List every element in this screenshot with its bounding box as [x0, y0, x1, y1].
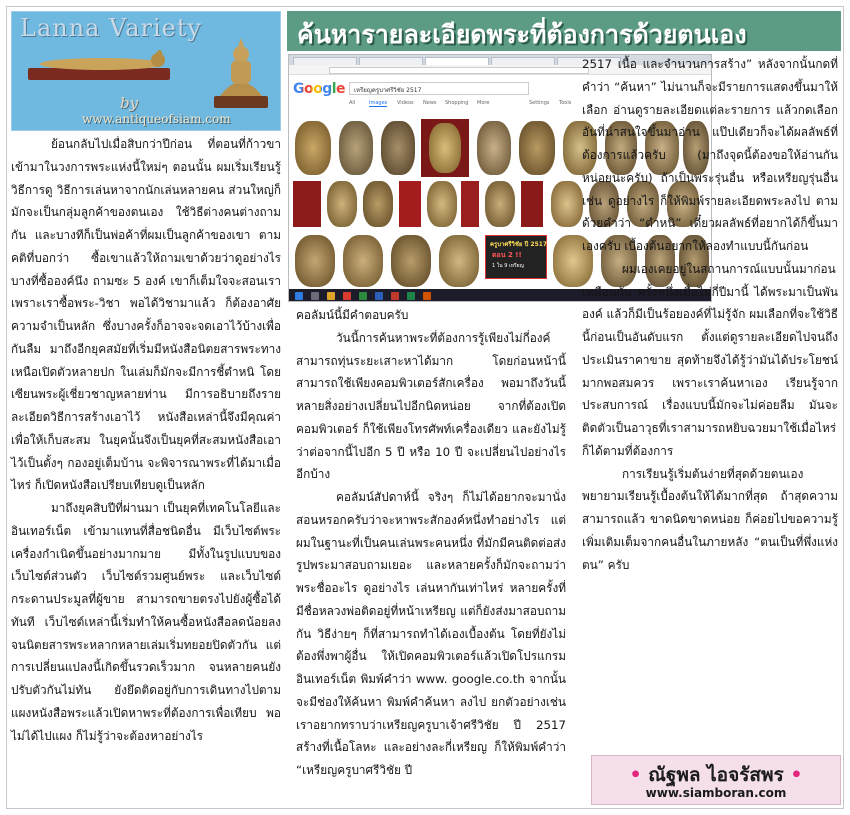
- amulet-thumbnail: [521, 181, 543, 227]
- tab-images: Images: [369, 100, 388, 106]
- banner-title: ครูบาศรีวิชัย ปี 2517: [490, 241, 548, 248]
- paragraph: การเรียนรู้เริ่มต้นง่ายที่สุดด้วยตนเอง พยายามเรียนรู้เบื้องต้นให้ได้มากที่สุด ถ้าสุดความสามารถแล้ว ขาดนิดขาดหน่อย ก็ค่อยไปขอความรู้เพิ่มเติมเต็มจากคนอื่นในภายหลัง “ตนเป็นที่พึ่งแห่งตน” ครับ: [582, 466, 838, 572]
- paragraph: คอลัมน์นี้มีคำตอบครับ: [296, 308, 409, 322]
- seated-buddha-icon: [208, 38, 274, 110]
- app-icon: [359, 292, 367, 300]
- google-logo: Google: [293, 81, 346, 97]
- tab-tools: Tools: [559, 100, 572, 106]
- amulet-thumbnail: [519, 121, 555, 175]
- author-name: • ณัฐพล ไอจรัสพร •: [629, 764, 803, 786]
- amulet-thumbnail: [295, 121, 331, 175]
- tab-news: News: [423, 100, 437, 106]
- amulet-thumbnail: [427, 181, 457, 227]
- article-column-3: [582, 53, 838, 576]
- start-icon: [295, 292, 303, 300]
- author-signature-box: [591, 755, 841, 805]
- banner-caption: 1 ใน 9 เหรียญ: [492, 263, 524, 269]
- tab-shopping: Shopping: [445, 100, 469, 106]
- amulet-thumbnail: [461, 181, 479, 227]
- browser-tab: [293, 57, 357, 65]
- amulet-thumbnail: [485, 181, 515, 227]
- amulet-thumbnail: [295, 235, 335, 287]
- paragraph: 2517 เนื้อ และจำนวนการสร้าง” หลังจากนั้นกดที่คำว่า “ค้นหา” ไม่นานก็จะมีรายการแสดงขึ้นมาให้เลือก อ่านดูรายละเอียดแต่ละรายการ แล้วกดเลือกอันที่น่าสนใจขึ้นมาอ่าน แป๊ปเดียวก็จะได้ผลลัพธ์ที่ต้องการแล้วครับ (มาถึงจุดนี้ต้องขอให้อ่านกันหน่อยนะครับ) ถ้าเป็นพระรุ่นอื่น หรือเหรียญรุ่นอื่น เช่น ดูอย่างไร ก็ให้พิมพ์รายละเอียดพระลงไป ตามด้วยคำว่า “ตำหนิ” เดี๋ยวผลลัพธ์ที่อยากได้ก็ขึ้นมาเองครับ เบื้องต้นอยากให้ลองทำแบบนี้กันก่อน: [582, 57, 838, 253]
- browser-tab: [425, 57, 489, 65]
- logo-url: www.antiqueofsiam.com: [82, 112, 231, 126]
- url-field: [329, 67, 589, 74]
- amulet-thumbnail: [551, 181, 583, 227]
- amulet-thumbnail: [439, 235, 479, 287]
- amulet-thumbnail: [327, 181, 357, 227]
- amulet-thumbnail: [381, 121, 415, 175]
- amulet-thumbnail: [293, 181, 321, 227]
- app-icon: [391, 292, 399, 300]
- article-page: [6, 6, 844, 809]
- article-column-2: [296, 304, 566, 782]
- amulet-thumbnail: [429, 123, 461, 173]
- amulet-thumbnail: [363, 181, 393, 227]
- reclining-buddha-icon: [24, 50, 174, 82]
- headline-bar: [287, 11, 841, 51]
- powerpoint-icon: [423, 292, 431, 300]
- browser-icon: [343, 292, 351, 300]
- folder-icon: [327, 292, 335, 300]
- promo-banner-thumbnail: [485, 235, 547, 279]
- amulet-thumbnail: [477, 121, 511, 175]
- paragraph: มาถึงยุคสิบปีที่ผ่านมา เป็นยุคที่เทคโนโลยีและอินเทอร์เน็ต เข้ามาแทนที่สื่อชนิดอื่น มีเว็บไซต์พระเครื่องกำเนิดขึ้นอย่างมากมาย มีทั้งในรูปแบบของเว็บไซต์ส่วนตัว เว็บไซต์รวมศูนย์พระ และเว็บไซต์กระดานประมูลที่ผู้ขาย สามารถขายตรงไปยังผู้ซื้อได้ทันที เว็บไซต์เหล่านี้เริ่มทำให้คนซื้อหนังสือลดน้อยลง จนนิตยสารพระหลากหลายเล่มเริ่มทยอยปิดตัวกัน แต่การเปลี่ยนแปลงนี้เกิดขึ้นรวดเร็วมาก จนหลายคนยังปรับตัวกันไม่ทัน ยังยึดติดอยู่กับการเดินทางไปตามแผงหนังสือพระแล้วเปิดหาพระที่ต้องการเพื่อเทียบ พอไม่ได้ไปแผง ก็ไม่รู้ว่าจะต้องหาอย่างไร: [11, 501, 281, 743]
- logo-title: Lanna Variety: [20, 14, 203, 42]
- paragraph: ผมเองเคยอยู่ในสถานการณ์แบบนั้นมาก่อนเหมือนกัน ครั้งหนึ่งเมื่อไม่กี่ปีมานี้ ได้พระมาเป็นพันองค์ แล้วก็มีเป็นร้อยองค์ที่ไม่รู้จัก ผมเลือกที่จะใช้วิธีนี้ก่อนเป็นอันดับแรก ตั้งแต่ดูรายละเอียดไปจนถึงประเมินราคาขาย สุดท้ายจึงได้รู้ว่ามันได้ประโยชน์มากพอสมควร เพราะเราค้นหาเอง เรียนรู้จากประสบการณ์ เรื่องแบบนี้มักจะไม่ค่อยลืม มันจะติดตัวเป็นอาวุธที่เราสามารถหยิบฉวยมาใช้เมื่อไหร่ก็ได้ตามที่ต้องการ: [582, 261, 838, 458]
- amulet-thumbnail: [399, 181, 421, 227]
- tab-settings: Settings: [529, 100, 550, 106]
- browser-tab: [359, 57, 423, 65]
- google-search-input: เหรียญครูบาศรีวิชัย 2517: [349, 82, 529, 95]
- amulet-thumbnail: [391, 235, 431, 287]
- browser-tab: [491, 57, 555, 65]
- search-icon: [311, 292, 319, 300]
- article-column-1: [11, 133, 281, 747]
- amulet-thumbnail: [339, 121, 373, 175]
- tab-videos: Videos: [397, 100, 414, 106]
- word-icon: [375, 292, 383, 300]
- headline-text: ค้นหารายละเอียดพระที่ต้องการด้วยตนเอง: [297, 20, 747, 49]
- logo-by: by: [120, 94, 139, 112]
- tab-more: More: [477, 100, 490, 106]
- tab-all: All: [349, 100, 356, 106]
- amulet-thumbnail: [343, 235, 383, 287]
- paragraph: คอลัมน์สัปดาห์นี้ จริงๆ ก็ไม่ได้อยากจะมานั่งสอนหรอกครับว่าจะหาพระสักองค์หนึ่งทำอย่างไร แต่ผมในฐานะที่เป็นคนเล่นพระคนหนึ่ง ที่มักมีคนติดต่อส่งรูปพระมาสอบถามเยอะ และหลายครั้งก็มักจะถามว่าพระชื่ออะไร ดูอย่างไร เล่นหากันเท่าไหร่ หลายครั้งที่มีชื่อหลวงพ่อติดอยู่ที่หน้าเหรียญ แต่ก็ยังส่งมาสอบถามกัน วิธีง่ายๆ ก็ที่สามารถทำได้เองเบื้องต้น โดยที่ยังไม่ต้องพึ่งพาผู้อื่น ให้เปิดคอมพิวเตอร์แล้วเปิดโปรแกรมอินเทอร์เน็ต พิมพ์คำว่า www. google.co.th จากนั้นจะมีช่องให้ค้นหา พิมพ์คำค้นหา ลงไป ยกตัวอย่างเช่น เราอยากทราบว่าเหรียญครูบาเจ้าศรีวิชัย ปี 2517 สร้างที่เนื้อโลหะ และอย่างละกี่เหรียญ ก็ให้พิมพ์คำว่า “เหรียญครูบาศรีวิชัย ปี: [296, 490, 566, 777]
- banner-subtitle: ตอน 2 !!: [492, 251, 522, 259]
- lanna-variety-logo: [11, 11, 281, 131]
- excel-icon: [407, 292, 415, 300]
- author-website: www.siamboran.com: [645, 786, 787, 800]
- paragraph: วันนี้การค้นหาพระที่ต้องการรู้เพียงไม่กี่องค์ สามารถทุ่นระยะเสาะหาได้มาก โดยก่อนหน้านี้สามารถใช้เพียงคอมพิวเตอร์สักเครื่อง พอมาถึงวันนี้หลายสิ่งอย่างเปลี่ยนไปอีกนิดหน่อย จากที่ต้องเปิดคอมพิวเตอร์ ก็ใช้เพียงโทรศัพท์เครื่องเดียว และยังไม่รู้ว่าต่อจากนี้ไปอีก 5 ปี หรือ 10 ปี จะเปลี่ยนไปอย่างไรอีกบ้าง: [296, 330, 566, 482]
- paragraph: ย้อนกลับไปเมื่อสิบกว่าปีก่อน ที่ตอนที่ก้าวขาเข้ามาในวงการพระแห่งนี้ใหม่ๆ ตอนนั้น ผมเริ่มเรียนรู้วิธีการดู วิธีการเล่นหาจากนักเล่นหลายคน ส่วนใหญ่ก็มักจะเป็นกลุ่มลูกค้าของตนเอง ใช้วิธีต่างคนต่างถามกัน และบางทีก็เป็นพ่อค้าที่ผมเป็นลูกค้าของเขา ตามคติที่บอกว่า ซื้อเขาแล้วให้ถามเขาด้วยว่าดูอย่างไร บางที่ซื้อองค์นึง ถามซะ 5 องค์ เขาก็เต็มใจจะสอนเรา เพราะเราซื้อพระ-วิชา พอได้วิชามาแล้ว ก็ต้องอาศัยความจำเป็นหลัก ซึ่งบางครั้งก็อาจจะจดเอาไว้บ้างเพื่อกันลืม มาถึงอีกยุคสมัยที่เริ่มมีหนังสือนิตยสารพระทางเหนือเปิดตัวหลายปก ในเล่มก็มักจะมีการชี้ตำหนิ โดยเซียนพระผู้เชี่ยวชาญหลายท่าน มีการอธิบายถึงรายละเอียดวิธีการสร้างเอาไว้ หนังสือเหล่านี้จึงมีคุณค่าเพื่อให้เก็บสะสม ในยุคนั้นจึงเป็นยุคที่สะสมหนังสือเอาไว้เป็นตั้งๆ กองอยู่เต็มบ้าน จะพิจารณาพระที่ได้มาเมื่อไหร่ ก็เปิดหนังสือเปรียบเทียบดูเป็นหลัก: [11, 137, 281, 493]
